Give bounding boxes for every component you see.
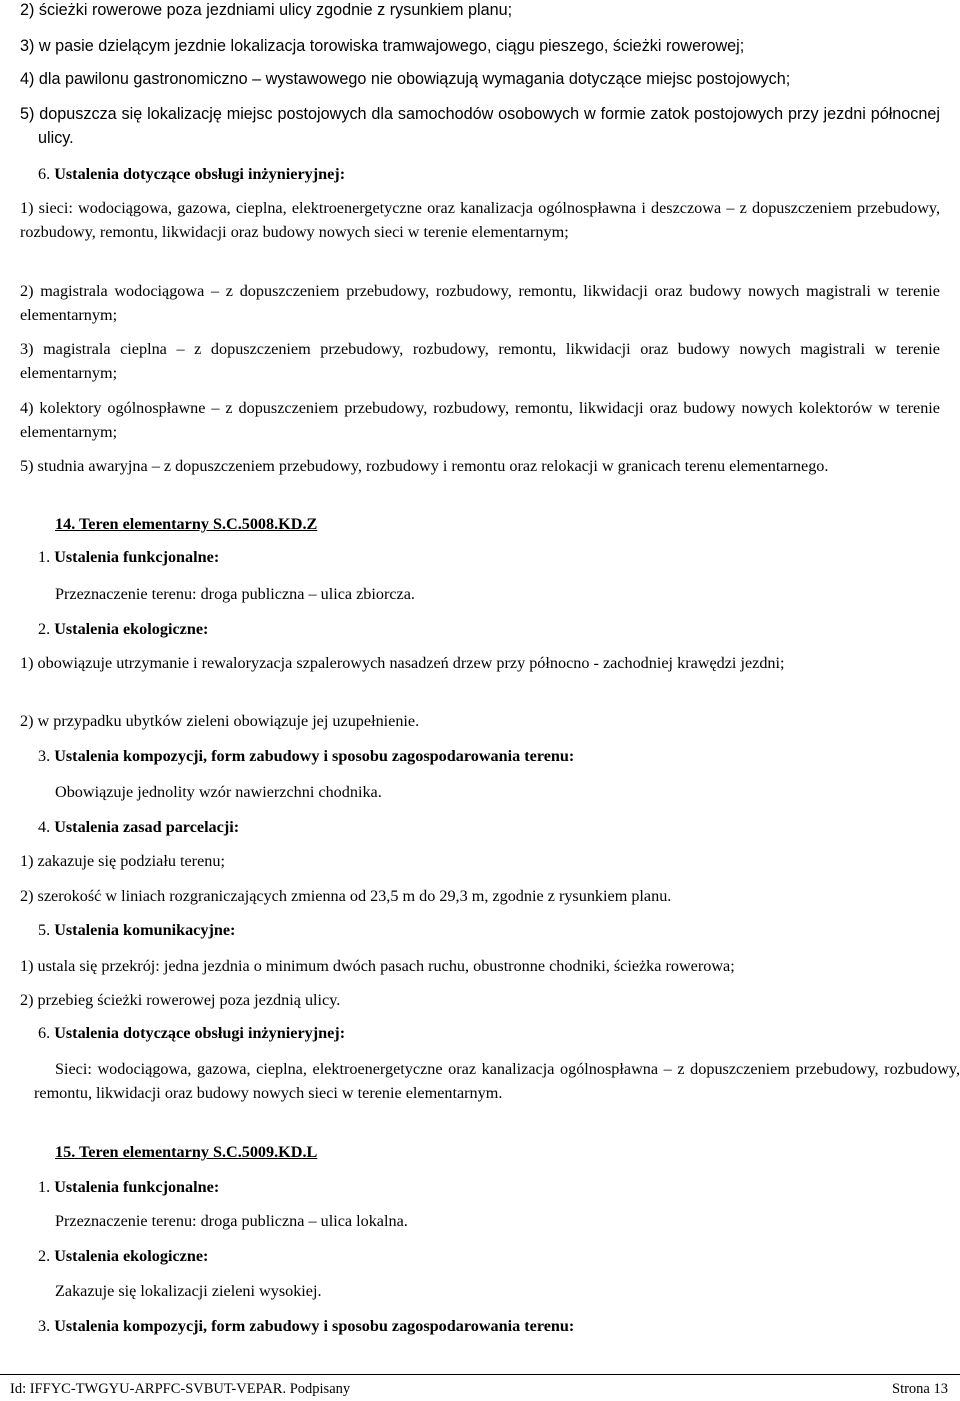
footer-page-number: Strona 13 [892, 1381, 948, 1397]
subsection-heading: 3. Ustalenia kompozycji, form zabudowy i sposobu zagospodarowania terenu: [38, 747, 575, 765]
section-title: 15. Teren elementarny S.C.5009.KD.L [55, 1143, 318, 1161]
subsection-heading: 3. Ustalenia kompozycji, form zabudowy i sposobu zagospodarowania terenu: [38, 1317, 575, 1335]
paragraph: Sieci: wodociągowa, gazowa, cieplna, elektroenergetyczne oraz kanalizacja ogólnospławna – z dopuszczeniem przebudowy, rozbudowy, remontu, likwidacji oraz budowy nowych sieci w terenie elementarnym. [34, 1060, 960, 1102]
paragraph: Przeznaczenie terenu: droga publiczna – ulica lokalna. [55, 1212, 408, 1230]
list-item: 5) dopuszcza się lokalizację miejsc postojowych dla samochodów osobowych w formie zatok postojowych przy jezdni północnej ulicy. [20, 105, 940, 147]
list-item: 2) ścieżki rowerowe poza jezdniami ulicy zgodnie z rysunkiem planu; [20, 1, 513, 19]
paragraph: Przeznaczenie terenu: droga publiczna – ulica zbiorcza. [55, 585, 415, 603]
subsection-heading: 5. Ustalenia komunikacyjne: [38, 921, 236, 939]
list-item: 4) dla pawilonu gastronomiczno – wystawowego nie obowiązują wymagania dotyczące miejsc postojowych; [20, 70, 791, 88]
paragraph: Obowiązuje jednolity wzór nawierzchni chodnika. [55, 783, 382, 801]
subsection-heading: 1. Ustalenia funkcjonalne: [38, 548, 220, 566]
list-item: 1) ustala się przekrój: jedna jezdnia o minimum dwóch pasach ruchu, obustronne chodniki, ścieżka rowerowa; [20, 957, 735, 975]
subsection-heading: 6. Ustalenia dotyczące obsługi inżynieryjnej: [38, 1024, 346, 1042]
subsection-heading: 2. Ustalenia ekologiczne: [38, 620, 209, 638]
section-heading: 6. Ustalenia dotyczące obsługi inżynieryjnej: [38, 165, 346, 183]
list-item: 2) przebieg ścieżki rowerowej poza jezdnią ulicy. [20, 991, 341, 1009]
list-item: 3) w pasie dzielącym jezdnie lokalizacja torowiska tramwajowego, ciągu pieszego, ścieżki rowerowej; [20, 37, 745, 55]
subsection-heading: 1. Ustalenia funkcjonalne: [38, 1178, 220, 1196]
paragraph: Zakazuje się lokalizacji zieleni wysokiej. [55, 1282, 322, 1300]
list-item: 1) zakazuje się podziału terenu; [20, 852, 225, 870]
list-item: 2) magistrala wodociągowa – z dopuszczeniem przebudowy, rozbudowy, remontu, likwidacji oraz budowy nowych magistrali w terenie elementarnym; [20, 282, 940, 324]
list-item: 2) w przypadku ubytków zieleni obowiązuje jej uzupełnienie. [20, 712, 420, 730]
list-item: 4) kolektory ogólnospławne – z dopuszczeniem przebudowy, rozbudowy, remontu, likwidacji oraz budowy nowych kolektorów w terenie elementarnym; [20, 399, 940, 441]
section-title: 14. Teren elementarny S.C.5008.KD.Z [55, 515, 318, 533]
footer-divider [0, 1374, 960, 1375]
list-item: 1) sieci: wodociągowa, gazowa, cieplna, elektroenergetyczne oraz kanalizacja ogólnospławna i deszczowa – z dopuszczeniem przebudowy, rozbudowy, remontu, likwidacji oraz budowy nowych sieci w terenie elementarnym; [20, 199, 940, 241]
subsection-heading: 4. Ustalenia zasad parcelacji: [38, 818, 240, 836]
list-item: 2) szerokość w liniach rozgraniczających zmienna od 23,5 m do 29,3 m, zgodnie z rysunkiem planu. [20, 887, 672, 905]
footer-document-id: Id: IFFYC-TWGYU-ARPFC-SVBUT-VEPAR. Podpisany [10, 1381, 351, 1397]
subsection-heading: 2. Ustalenia ekologiczne: [38, 1247, 209, 1265]
list-item: 3) magistrala cieplna – z dopuszczeniem przebudowy, rozbudowy, remontu, likwidacji oraz budowy nowych magistrali w terenie elementarnym; [20, 340, 940, 382]
list-item: 1) obowiązuje utrzymanie i rewaloryzacja szpalerowych nasadzeń drzew przy północno - zachodniej krawędzi jezdni; [20, 654, 785, 672]
list-item: 5) studnia awaryjna – z dopuszczeniem przebudowy, rozbudowy i remontu oraz relokacji w granicach terenu elementarnego. [20, 457, 829, 475]
